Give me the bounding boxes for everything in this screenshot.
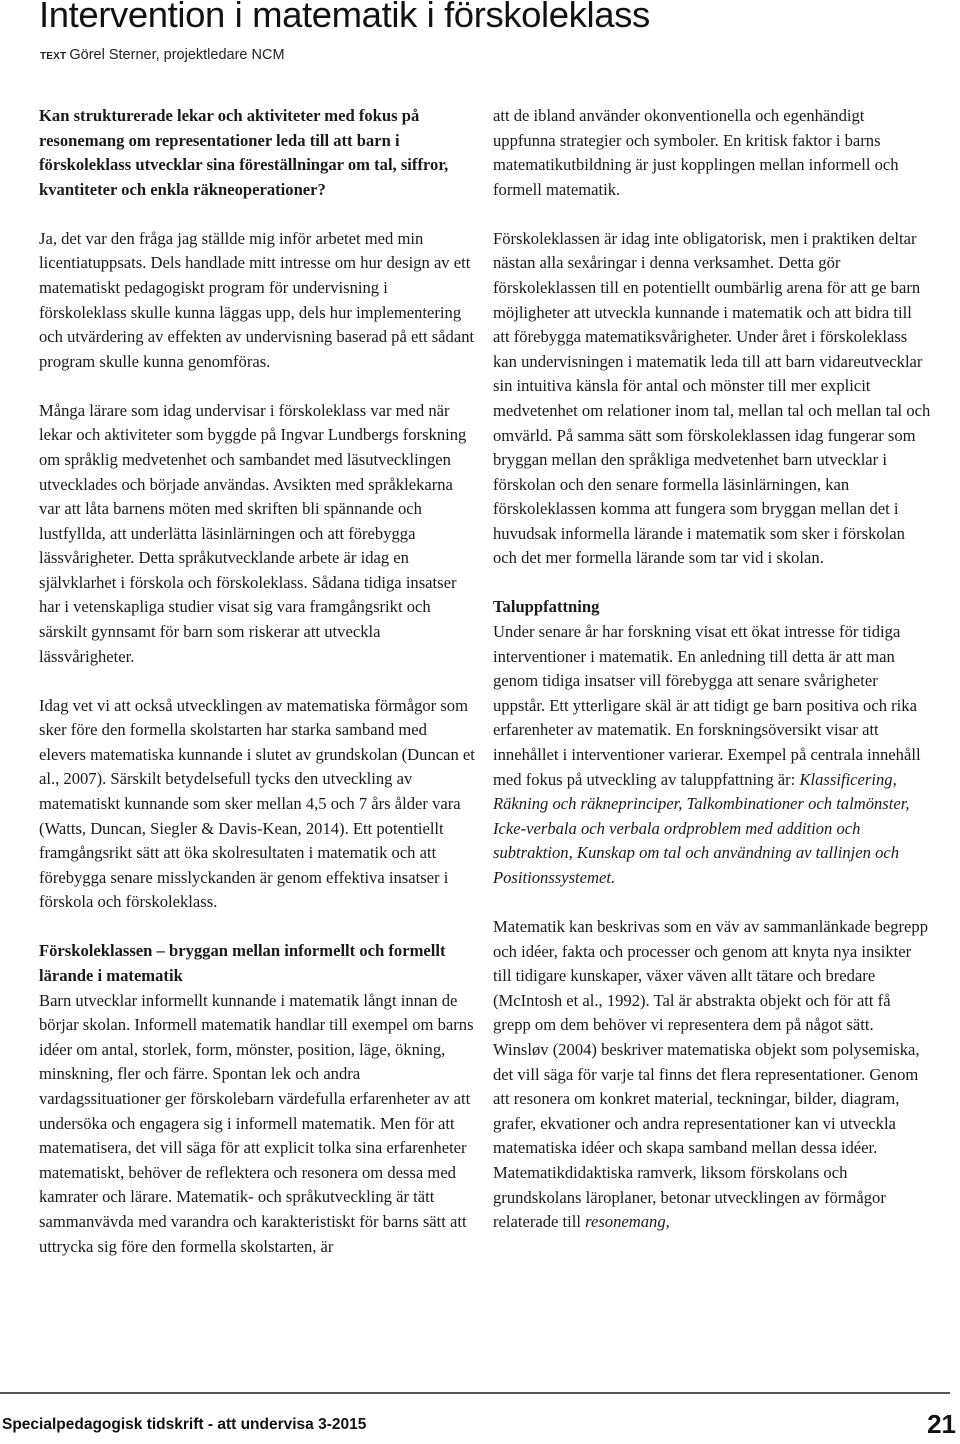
italic-text: resonemang, — [585, 1212, 670, 1232]
byline-tag: TEXT — [40, 51, 67, 62]
body-paragraph: Ja, det var den fråga jag ställde mig inför arbetet med min licentiatuppsats. Dels handlade mitt intresse om hur design av ett matematiskt pedagogiskt program för undervisning i förskoleklass skulle kunna läggas upp, dels hur implementering och utvärdering av effekten av undervisning baserad på ett sådant program skulle kunna genomföras. — [39, 228, 475, 371]
italic-text: Klassificering, Räkning och räkneprinciper, Talkombinationer och talmönster, Icke-verbala och verbala ordproblem med addition och subtraktion, Kunskap om tal och användning av tallinjen och Positionssystemet. — [493, 769, 910, 887]
body-paragraph: Barn utvecklar informellt kunnande i matematik långt innan de börjar skolan. Informell matematik handlar till exempel om barns idéer om antal, storlek, form, mönster, position, läge, ökning, minskning, fler och färre. Spontan lek och andra vardagssituationer ger förskolebarn värdefulla erfarenheter av att undersöka och engagera sig i informell matematik. Men för att matematisera, det vill säga för att explicit tolka sina erfarenheter matematiskt, behöver de reflektera och resonera om dessa med kamrater och lärare. Matematik- och språkutveckling är tätt sammanvävda med varandra och karakteristiskt för barns sätt att uttrycka sig före den formella skolstarten, är — [39, 990, 474, 1256]
body-text: Matematik kan beskrivas som en väv av sammanlänkade begrepp och idéer, fakta och processer och genom att knyta nya insikter till tidigare kunskaper, växer väven allt tätare och bredare (McIntosh et al., 1992). Tal är abstrakta objekt och för att få grepp om dem behöver vi representera dem på något sätt. Winsløv (2004) beskriver matematiska objekt som polysemiska, det vill säga för varje tal finns det flera representationer. Genom att resonera om konkret material, teckningar, bilder, diagram, grafer, ekvationer och andra representationer kan vi utveckla matematiska idéer och skapa samband mellan dessa idéer. Matematikdidaktiska ramverk, liksom förskolans och grundskolans läroplaner, betonar utvecklingen av förmågor relaterade till — [493, 916, 928, 1232]
intro-paragraph: Kan strukturerade lekar och aktiviteter med fokus på resonemang om representationer leda till att barn i förskoleklass utvecklar sina föreställningar om tal, siffror, kvantiteter och enkla räkneoperationer? — [39, 106, 449, 199]
body-text: Under senare år har forskning visat ett ökat intresse för tidiga interventioner i matematik. En anledning till detta är att man genom tidiga insatser vill förebygga att senare svårigheter uppstår. Ett ytterligare skäl är att tidigt ge barn positiva och rika erfarenheter av matematik. En forskningsöversikt visar att innehållet i interventioner varierar. Exempel på centrala innehåll med fokus på utveckling av taluppfattning är: — [493, 622, 921, 789]
body-paragraph: Idag vet vi att också utvecklingen av matematiska förmågor som sker före den formella skolstarten har starka samband med elevers matematiska kunnande i slutet av grundskolan (Duncan et al., 2007). Särskilt betydelsefull tycks den utveckling av matematiskt kunnande som sker mellan 4,5 och 7 års ålder vara (Watts, Duncan, Siegler & Davis-Kean, 2014). Ett potentiellt framgångsrikt sätt att öka skolresultaten i matematik och att förebygga senare misslyckanden är genom effektiva insatser i förskola och förskoleklass. — [39, 695, 475, 912]
section-heading: Förskoleklassen – bryggan mellan informellt och formellt lärande i matematik — [39, 941, 446, 985]
section-heading: Taluppfattning — [493, 597, 600, 617]
body-paragraph: Många lärare som idag undervisar i förskoleklass var med när lekar och aktiviteter som byggde på Ingvar Lundbergs forskning om språklig medvetenhet och sambandet med läsutvecklingen utvecklades och började användas. Avsikten med språklekarna var att låta barnens möten med skriften bli spännande och lustfyllda, att underlätta läsinlärningen och att förebygga lässvårigheter. Detta språkutvecklande arbete är idag en självklarhet i förskola och förskoleklass. Sådana tidiga insatser har i vetenskapliga studier visat sig vara framgångsrikt och särskilt gynnsamt för barn som riskerar att utveckla lässvårigheter. — [39, 400, 467, 666]
body-paragraph — [493, 620, 931, 891]
right-column — [493, 104, 931, 1235]
byline — [40, 47, 285, 63]
page-number: 21 — [927, 1409, 956, 1439]
article-title: Intervention i matematik i förskoleklass — [39, 0, 650, 35]
byline-author: Görel Sterner, projektledare NCM — [69, 47, 285, 63]
body-paragraph: Förskoleklassen är idag inte obligatorisk, men i praktiken deltar nästan alla sexåringar i denna verksamhet. Detta gör förskoleklassen till en potentiellt oumbärlig arena för att ge barn möjligheter att utveckla kunnande i matematik och att bidra till att förebygga matematiksvårigheter. Under året i förskoleklass kan undervisningen i matematik leda till att barn vidareutvecklar sin intuitiva känsla för antal och mönster till mer explicit medvetenhet om relationer inom tal, mellan tal och mellan tal och omvärld. På samma sätt som förskoleklassen idag fungerar som bryggan mellan den språkliga medvetenhet barn utvecklar i förskolan och den senare formella läsinlärningen, kan förskoleklassen komma att fungera som bryggan mellan det i huvudsak informella lärande i matematik som sker i förskolan och det mer formella lärande som tar vid i skolan. — [493, 228, 931, 568]
footer-journal-name: Specialpedagogisk tidskrift - att undervisa 3-2015 — [2, 1416, 367, 1433]
left-column — [39, 104, 476, 1259]
body-paragraph: att de ibland använder okonventionella och egenhändigt uppfunna strategier och symboler. En kritisk faktor i barns matematikutbildning är just kopplingen mellan informell och formell matematik. — [493, 106, 899, 199]
footer-rule — [0, 1392, 950, 1394]
body-paragraph — [493, 915, 931, 1235]
